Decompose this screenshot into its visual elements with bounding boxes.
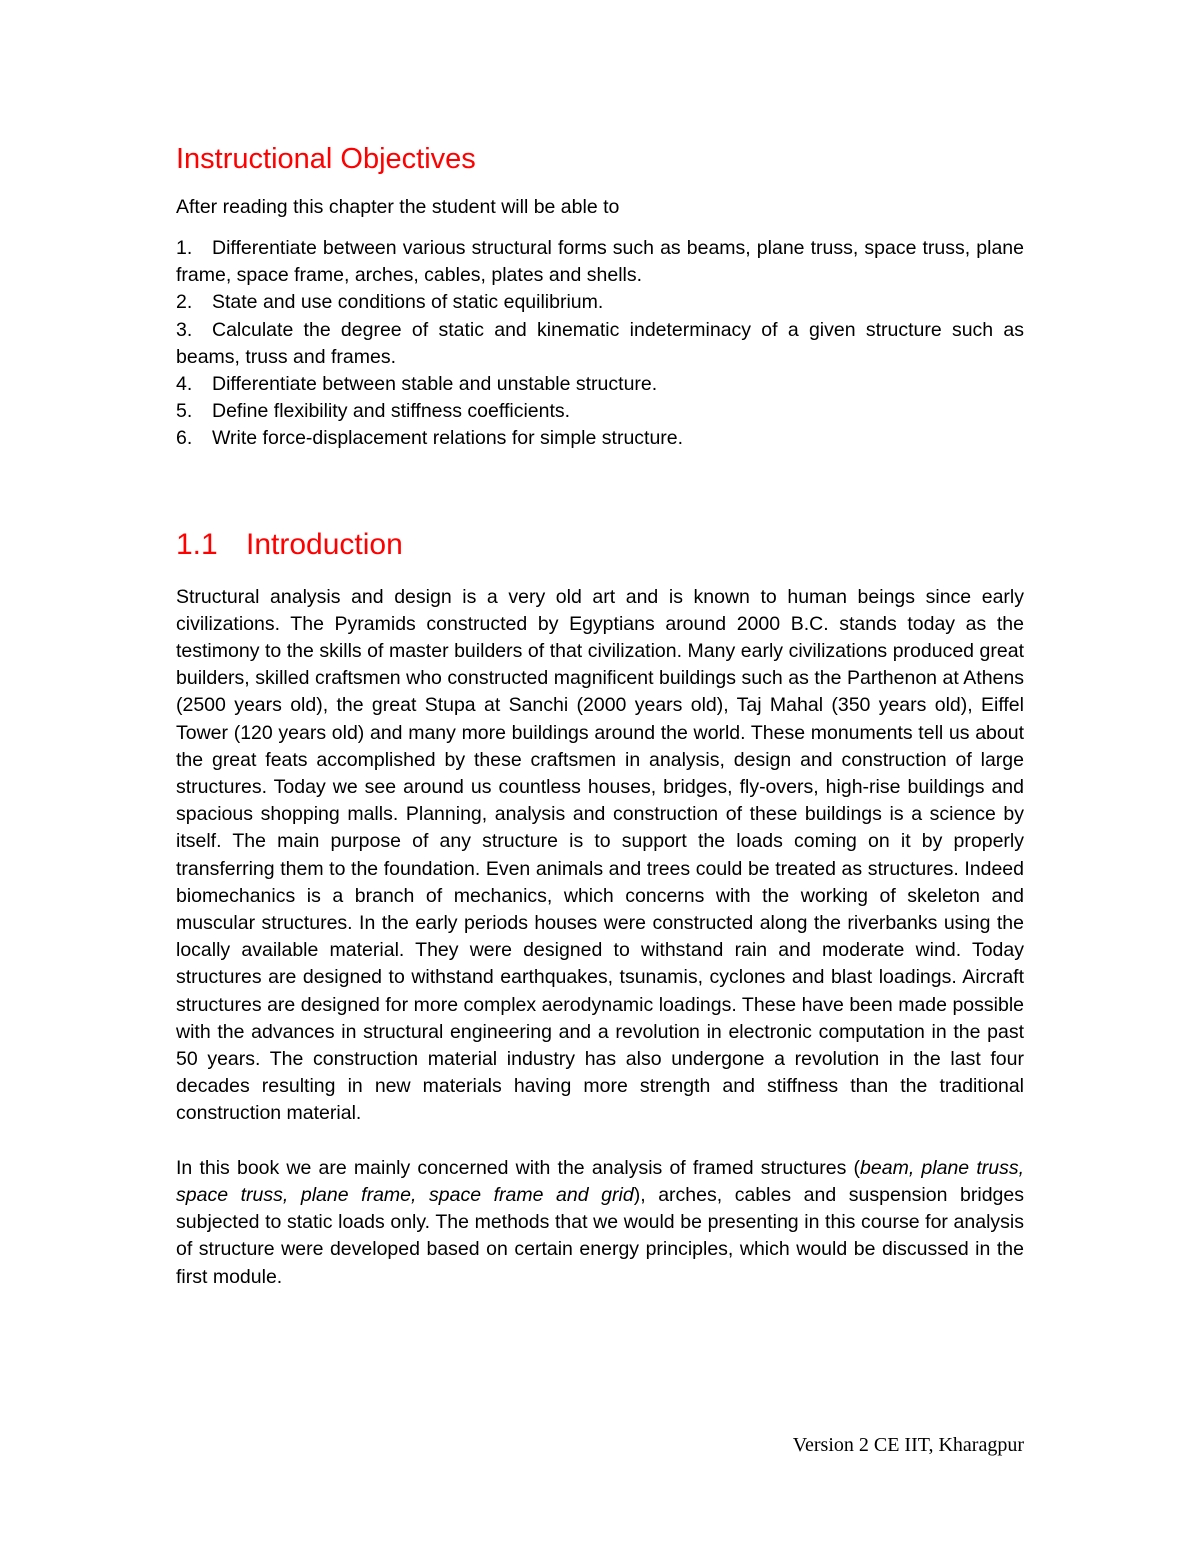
objectives-heading: Instructional Objectives [176, 143, 476, 175]
objective-number: 3. [176, 318, 193, 341]
objective-item [176, 235, 1024, 289]
objective-number: 1. [176, 237, 193, 259]
section-title: Introduction [246, 527, 403, 561]
objective-text: Differentiate between stable and unstable structure. [212, 373, 658, 396]
introduction-heading [176, 526, 1024, 564]
introduction-paragraph-2 [176, 1155, 1024, 1291]
objective-item [176, 425, 1024, 452]
objective-text: State and use conditions of static equilibrium. [212, 291, 604, 314]
objective-item [176, 371, 1024, 398]
objectives-list [176, 235, 1024, 453]
objective-number: 5. [176, 400, 193, 423]
objective-number: 2. [176, 291, 193, 314]
objective-number: 6. [176, 427, 193, 450]
objective-item [176, 289, 1024, 316]
paragraph-2-italic-list: beam, plane truss, space truss, plane frame, space frame and grid [176, 1156, 1024, 1206]
paragraph-2-text-start: In this book we are mainly concerned with the analysis of framed structures ( [176, 1156, 861, 1179]
introduction-paragraph-1: Structural analysis and design is a very old art and is known to human beings since early civilizations. The Pyramids constructed by Egyptians around 2000 B.C. stands today as the testimony to the skills of master builders of that civilization. Many early civilizations produced great builders, skilled craftsmen who constructed magnificent buildings such as the Parthenon at Athens (2500 years old), the great Stupa at Sanchi (2000 years old), Taj Mahal (350 years old), Eiffel Tower (120 years old) and many more buildings around the world. These monuments tell us about the great feats accomplished by these craftsmen in analysis, design and construction of large structures. Today we see around us countless houses, bridges, fly-overs, high-rise buildings and spacious shopping malls. Planning, analysis and construction of these buildings is a science by itself. The main purpose of any structure is to support the loads coming on it by properly transferring them to the foundation. Even animals and trees could be treated as structures. Indeed biomechanics is a branch of mechanics, which concerns with the working of skeleton and muscular structures. In the early periods houses were constructed along the riverbanks using the locally available material. They were designed to withstand rain and moderate wind. Today structures are designed to withstand earthquakes, tsunamis, cyclones and blast loadings. Aircraft structures are designed for more complex aerodynamic loadings. These have been made possible with the advances in structural engineering and a revolution in electronic computation in the past 50 years. The construction material industry has also undergone a revolution in the last four decades resulting in new materials having more strength and stiffness than the traditional construction material. [176, 585, 1024, 1125]
page-content [176, 140, 1024, 1291]
objective-text: Differentiate between various structural forms such as beams, plane truss, space truss, plane frame, space frame, arches, cables, plates and shells. [176, 237, 1024, 287]
objective-item [176, 317, 1024, 371]
objective-text: Write force-displacement relations for simple structure. [212, 427, 684, 450]
objective-number: 4. [176, 373, 193, 396]
page-footer: Version 2 CE IIT, Kharagpur [792, 1434, 1024, 1456]
objective-text: Calculate the degree of static and kinematic indeterminacy of a given structure such as beams, truss and frames. [176, 318, 1024, 368]
paragraph-2-text-end: ), arches, cables and suspension bridges subjected to static loads only. The methods that we would be presenting in this course for analysis of structure were developed based on certain energy principles, which would be discussed in the first module. [176, 1183, 1024, 1288]
section-number: 1.1 [176, 527, 218, 561]
objectives-lead: After reading this chapter the student will be able to [176, 196, 620, 218]
objective-item [176, 398, 1024, 425]
objective-text: Define flexibility and stiffness coefficients. [212, 400, 571, 423]
